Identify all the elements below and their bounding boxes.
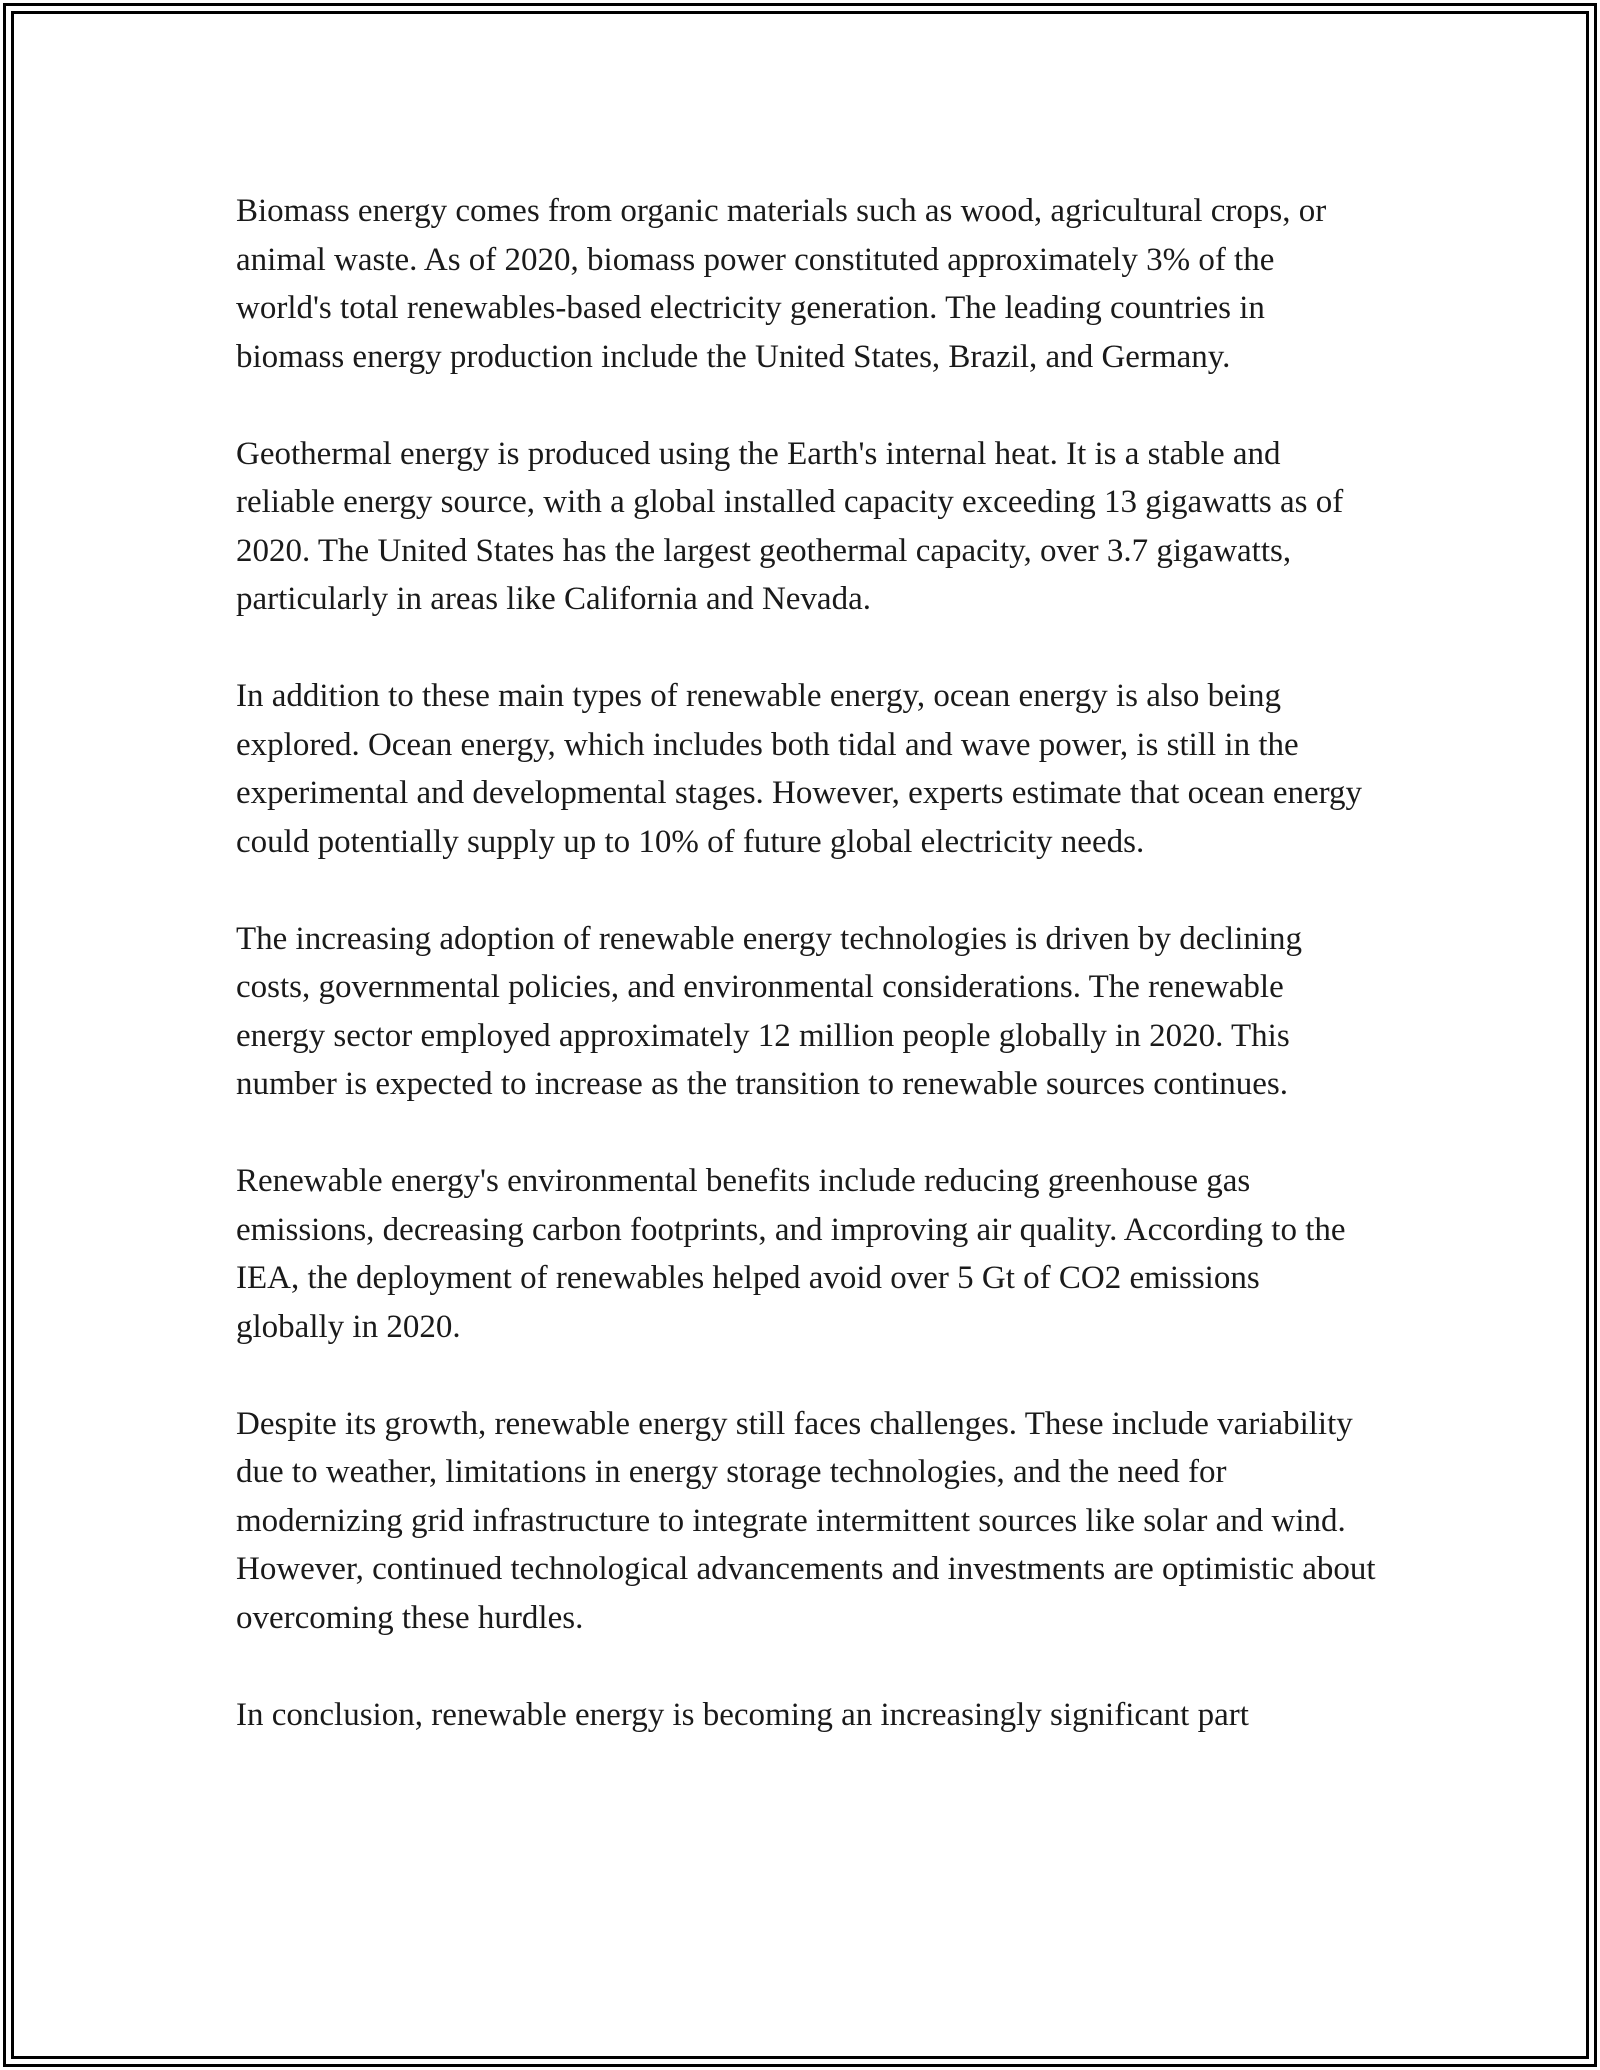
paragraph-environmental-benefits: Renewable energy's environmental benefits include reducing greenhouse gas emissions, decreasing carbon footprints, and improving air quality. According to the IEA, the deployment of renewables helped avoid over 5 Gt of CO2 emissions globally in 2020. — [236, 1163, 1346, 1345]
document-body — [236, 187, 1376, 1788]
paragraph-geothermal: Geothermal energy is produced using the Earth's internal heat. It is a stable and reliable energy source, with a global installed capacity exceeding 13 gigawatts as of 2020. The United States has the largest geothermal capacity, over 3.7 gigawatts, particularly in areas like California and Nevada. — [236, 435, 1344, 617]
paragraph-challenges: Despite its growth, renewable energy still faces challenges. These include variability due to weather, limitations in energy storage technologies, and the need for modernizing grid infrastructure to integrate intermittent sources like solar and wind. However, continued technological advancements and investments are optimistic about overcoming these hurdles. — [236, 1405, 1376, 1636]
paragraph-adoption: The increasing adoption of renewable energy technologies is driven by declining costs, governmental policies, and environmental considerations. The renewable energy sector employed approximately 12 million people globally in 2020. This number is expected to increase as the transition to renewable sources continues. — [236, 920, 1303, 1102]
paragraph-conclusion: In conclusion, renewable energy is becoming an increasingly significant part — [236, 1696, 1249, 1733]
paragraph-ocean-energy: In addition to these main types of renewable energy, ocean energy is also being explored. Ocean energy, which includes both tidal and wave power, is still in the experimental and developmental stages. However, experts estimate that ocean energy could potentially supply up to 10% of future global electricity needs. — [236, 678, 1363, 860]
paragraph-biomass: Biomass energy comes from organic materials such as wood, agricultural crops, or animal waste. As of 2020, biomass power constituted approximately 3% of the world's total renewables-based electricity generation. The leading countries in biomass energy production include the United States, Brazil, and Germany. — [236, 193, 1327, 375]
